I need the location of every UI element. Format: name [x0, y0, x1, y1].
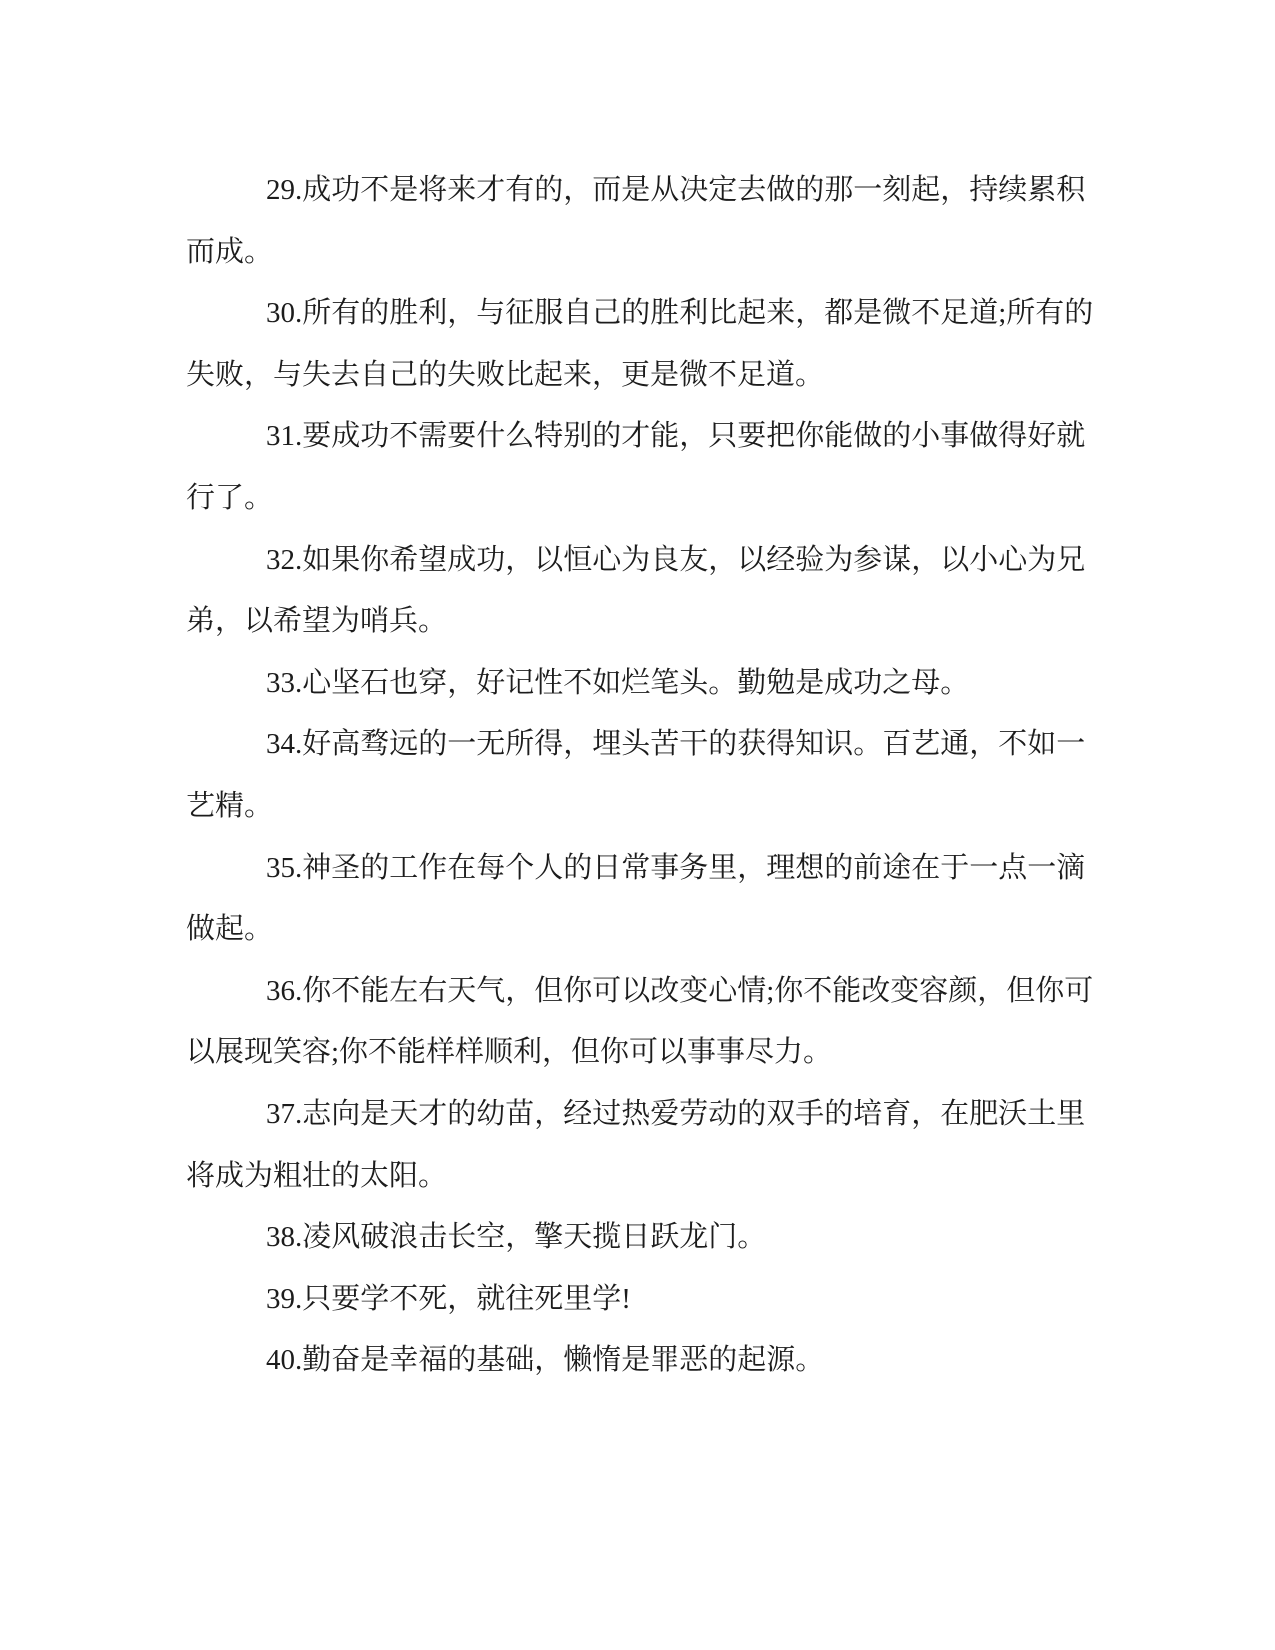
quote-text: 好高骛远的一无所得，埋头苦干的获得知识。百艺通，不如一艺精。: [186, 728, 1086, 822]
quote-text: 凌风破浪击长空，擎天揽日跃龙门。: [302, 1221, 767, 1254]
quote-text: 如果你希望成功，以恒心为良友，以经验为参谋，以小心为兄弟，以希望为哨兵。: [186, 543, 1086, 638]
quote-paragraph: [186, 714, 1094, 837]
quote-number: 36.: [266, 974, 303, 1007]
quote-text: 只要学不死，就往死里学!: [302, 1282, 631, 1315]
quote-number: 37.: [266, 1097, 303, 1130]
quote-number: 34.: [266, 728, 303, 761]
quote-number: 30.: [266, 297, 303, 330]
quote-number: 39.: [266, 1282, 303, 1315]
quote-text: 志向是天才的幼苗，经过热爱劳动的双手的培育，在肥沃土里将成为粗壮的太阳。: [186, 1097, 1086, 1192]
quote-text: 你不能左右天气，但你可以改变心情;你不能改变容颜，但你可以展现笑容;你不能样样顺利，但你可以事事尽力。: [186, 974, 1094, 1069]
quote-paragraph: [186, 1207, 1094, 1269]
quote-text: 成功不是将来才有的，而是从决定去做的那一刻起，持续累积而成。: [186, 174, 1086, 268]
quote-text: 要成功不需要什么特别的才能，只要把你能做的小事做得好就行了。: [186, 420, 1086, 514]
quote-number: 31.: [266, 420, 303, 453]
quote-paragraph: [186, 406, 1094, 529]
quote-number: 38.: [266, 1221, 303, 1254]
quotes-list: [186, 160, 1094, 1392]
quote-number: 32.: [266, 543, 303, 576]
quote-number: 35.: [266, 851, 303, 884]
quote-paragraph: [186, 1330, 1094, 1392]
quote-text: 勤奋是幸福的基础，懒惰是罪恶的起源。: [302, 1344, 825, 1377]
quote-number: 33.: [266, 666, 303, 699]
quote-paragraph: [186, 160, 1094, 283]
quote-text: 所有的胜利，与征服自己的胜利比起来，都是微不足道;所有的失败，与失去自己的失败比起来，更是微不足道。: [186, 297, 1094, 391]
quote-paragraph: [186, 838, 1094, 961]
quote-text: 神圣的工作在每个人的日常事务里，理想的前途在于一点一滴做起。: [186, 851, 1086, 946]
quote-text: 心坚石也穿，好记性不如烂笔头。勤勉是成功之母。: [302, 666, 970, 699]
quote-paragraph: [186, 653, 1094, 715]
quote-paragraph: [186, 961, 1094, 1084]
quote-paragraph: [186, 283, 1094, 406]
quote-paragraph: [186, 1084, 1094, 1207]
quote-number: 40.: [266, 1344, 303, 1377]
quote-number: 29.: [266, 174, 303, 206]
quote-paragraph: [186, 1269, 1094, 1331]
quote-paragraph: [186, 530, 1094, 653]
